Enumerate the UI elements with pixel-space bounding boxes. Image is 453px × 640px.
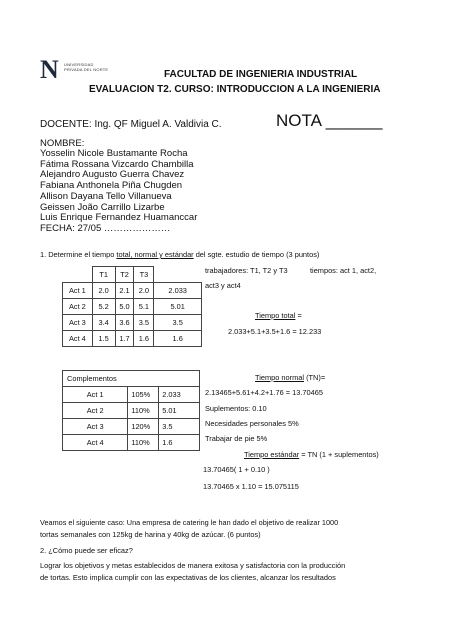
table-cell: 120% (128, 419, 159, 435)
question-1-underlined: total, normal y estándar (116, 250, 194, 259)
logo-text (64, 62, 108, 72)
normal-time-label-text: Tiempo normal (255, 373, 305, 382)
table-cell: Act 4 (63, 435, 128, 451)
student-name: Luis Enrique Fernandez Huamanccar (40, 212, 198, 224)
table-row (63, 387, 200, 403)
table-row (63, 299, 202, 315)
table-cell: 1.6 (159, 435, 200, 451)
time-study-table (62, 266, 202, 347)
table-cell: 1.5 (92, 331, 115, 347)
table-cell: 3.6 (115, 315, 134, 331)
table-cell: 110% (128, 435, 159, 451)
table-cell: 1.6 (154, 331, 202, 347)
activities-note: tiempos: act 1, act2, (310, 266, 377, 275)
table-cell: 5.0 (115, 299, 134, 315)
table-cell: Act 1 (63, 387, 128, 403)
student-name: Yosselin Nicole Bustamante Rocha (40, 148, 188, 159)
table-cell: Act 3 (63, 315, 93, 331)
table-cell: 1.6 (134, 331, 154, 347)
question-2: 2. ¿Cómo puede ser eficaz? (40, 546, 133, 555)
logo-text-line: UNIVERSIDAD (64, 62, 94, 67)
normal-time-value: 2.13465+5.61+4.2+1.76 = 13.70465 (205, 388, 323, 397)
logo-text-line: PRIVADA DEL NORTE (64, 67, 109, 72)
exam-title: EVALUACION T2. CURSO: INTRODUCCION A LA INGENIERIA (89, 84, 381, 95)
table-cell: 2.0 (92, 283, 115, 299)
table-header-row (63, 267, 202, 283)
answer-line-2: de tortas. Esto implica cumplir con las expectativas de los clientes, alcanzar los resultados (40, 573, 336, 582)
docente-line: DOCENTE: Ing. QF Miguel A. Valdivia C. (40, 119, 222, 130)
table-header-cell: T1 (92, 267, 115, 283)
total-time-eq: = (295, 311, 302, 320)
table-cell: 1.7 (115, 331, 134, 347)
fecha-line: FECHA: 27/05 ………………… (40, 223, 171, 234)
table-cell: 2.0 (134, 283, 154, 299)
table-cell: 3.5 (134, 315, 154, 331)
question-1-post: del sgte. estudio de tiempo (3 puntos) (193, 250, 320, 259)
total-time-label (255, 311, 302, 320)
normal-time-label (255, 373, 325, 382)
university-logo (40, 55, 110, 84)
table-cell: 2.1 (115, 283, 134, 299)
table-header-cell (154, 267, 202, 283)
table-cell: Act 4 (63, 331, 93, 347)
table-row (63, 403, 200, 419)
table-cell: 110% (128, 403, 159, 419)
standard-time-label (244, 450, 379, 459)
table-row (63, 331, 202, 347)
student-name: Alejandro Augusto Guerra Chavez (40, 169, 185, 181)
answer-line-1: Lograr los objetivos y metas establecidos de manera exitosa y satisfactoria con la producción (40, 561, 346, 570)
table-row (63, 419, 200, 435)
table-cell: 2.033 (154, 283, 202, 299)
student-name: Geissen João Carrillo Lizarbe (40, 201, 165, 213)
student-name: Fátima Rossana Vizcardo Chambilla (40, 158, 194, 170)
nombre-label: NOMBRE: (40, 138, 85, 149)
table-header-cell (63, 267, 93, 283)
table-header-row (63, 371, 200, 387)
standard-time-calc-1: 13.70465( 1 + 0.10 ) (203, 465, 270, 474)
table-cell: 3.4 (92, 315, 115, 331)
table-cell: 5.2 (92, 299, 115, 315)
table-cell: Act 2 (63, 403, 128, 419)
question-1-pre: 1. Determine el tiempo (40, 250, 117, 259)
table-cell: 3.5 (159, 419, 200, 435)
student-name: Fabiana Anthonela Piña Chugden (40, 180, 183, 192)
standing-work-note: Trabajar de pie 5% (205, 434, 268, 443)
case-line-2: tortas semanales con 125kg de harina y 40kg de azúcar. (6 puntos) (40, 530, 261, 539)
table-cell: 2.033 (159, 387, 200, 403)
activities-note-cont: act3 y act4 (205, 281, 241, 290)
table-row (63, 283, 202, 299)
student-name: Allison Dayana Tello Villanueva (40, 190, 172, 202)
table-header-cell: T3 (134, 267, 154, 283)
faculty-title: FACULTAD DE INGENIERIA INDUSTRIAL (164, 69, 358, 80)
total-time-label-text: Tiempo total (255, 311, 296, 320)
table-header-cell: Complementos (63, 371, 200, 387)
nota-field: NOTA ______ (276, 111, 383, 130)
workers-note: trabajadores: T1, T2 y T3 (205, 266, 288, 275)
normal-time-suffix: (TN)= (304, 373, 326, 382)
logo-letter: N (40, 55, 59, 84)
students-list (40, 149, 197, 224)
table-cell: Act 2 (63, 299, 93, 315)
table-cell: Act 3 (63, 419, 128, 435)
table-cell: 5.1 (134, 299, 154, 315)
standard-time-label-text: Tiempo estándar (244, 450, 300, 459)
standard-time-calc-2: 13.70465 x 1.10 = 15.075115 (203, 482, 299, 491)
table-cell: 3.5 (154, 315, 202, 331)
table-cell: 105% (128, 387, 159, 403)
question-1 (40, 250, 319, 259)
case-line-1: Veamos el siguiente caso: Una empresa de catering le han dado el objetivo de realizar 1000 (40, 518, 339, 527)
table-row (63, 315, 202, 331)
table-cell: Act 1 (63, 283, 93, 299)
table-cell: 5.01 (159, 403, 200, 419)
table-row (63, 435, 200, 451)
personal-needs-note: Necesidades personales 5% (205, 419, 299, 428)
supplements-note: Suplementos: 0.10 (205, 404, 267, 413)
table-cell: 5.01 (154, 299, 202, 315)
complements-table (62, 370, 200, 451)
total-time-value: 2.033+5.1+3.5+1.6 = 12.233 (228, 327, 322, 336)
table-header-cell: T2 (115, 267, 134, 283)
standard-time-formula: = TN (1 + suplementos) (299, 450, 379, 459)
